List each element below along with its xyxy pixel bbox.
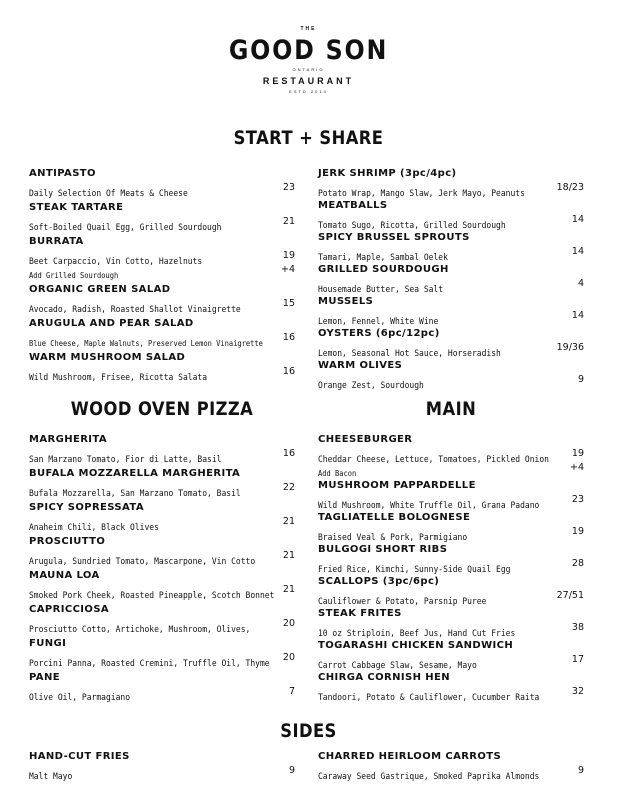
menu-item-description: Beet Carpaccio, Vin Cotto, Hazelnuts [29, 257, 203, 267]
menu-item-line [29, 685, 295, 703]
menu-item-name: BUFALA MOZZARELLA MARGHERITA [29, 468, 241, 479]
menu-item-line [318, 589, 584, 607]
menu-item-price: 18/23 [556, 182, 584, 193]
menu-item-price: 20 [282, 618, 295, 629]
menu-item-line [318, 525, 584, 543]
menu-item-name: MEATBALLS [318, 200, 388, 211]
menu-item-description: Tomato Sugo, Ricotta, Grilled Sourdough [318, 221, 506, 231]
menu-item-line [29, 515, 295, 533]
menu-item-name: PROSCIUTTO [29, 536, 106, 547]
menu-item-price: 22 [282, 482, 295, 493]
menu-item-price: 14 [571, 246, 584, 257]
menu-item-line [318, 653, 584, 671]
menu-item [29, 235, 295, 280]
menu-item-price: 23 [571, 494, 584, 505]
menu-item-line [318, 621, 584, 639]
menu-item-description: Housemade Butter, Sea Salt [318, 285, 444, 295]
menu-item-name: ANTIPASTO [29, 168, 96, 179]
menu-item [318, 231, 584, 263]
menu-item-line [318, 493, 584, 511]
menu-item-description: Smoked Pork Cheek, Roasted Pineapple, Scotch Bonnet [29, 591, 275, 601]
menu-item-name: MAUNA LOA [29, 570, 100, 581]
menu-item-line [29, 297, 295, 315]
menu-item-line [29, 249, 295, 267]
menu-item-price: 23 [282, 182, 295, 193]
menu-item-name: SPICY BRUSSEL SPROUTS [318, 232, 470, 243]
menu-item-description: Arugula, Sundried Tomato, Mascarpone, Vin Cotto [29, 557, 256, 567]
menu-item-description: Malt Mayo [29, 772, 73, 782]
menu-item [29, 603, 295, 635]
menu-item-description: Cheddar Cheese, Lettuce, Tomatoes, Pickled Onion [318, 455, 549, 465]
start-share-right-column [318, 167, 584, 391]
menu-item-line [318, 309, 584, 327]
menu-item-price: 19/36 [556, 342, 584, 353]
menu-item [29, 569, 295, 601]
menu-item-name: MUSHROOM PAPPARDELLE [318, 480, 476, 491]
menu-item-name: PANE [29, 672, 60, 683]
menu-item [29, 167, 295, 199]
menu-item-line [29, 549, 295, 567]
menu-item-name: FUNGI [29, 638, 67, 649]
section-title-wood-oven-pizza: WOOD OVEN PIZZA [70, 398, 254, 420]
menu-item-name: TAGLIATELLE BOLOGNESE [318, 512, 471, 523]
menu-item-description: Prosciutto Cotto, Artichoke, Mushroom, Olives, [29, 625, 251, 635]
menu-item-line [318, 373, 584, 391]
menu-item-name: SPICY SOPRESSATA [29, 502, 144, 513]
menu-item-line [29, 181, 295, 199]
menu-item-price: 28 [571, 558, 584, 569]
menu-item-price: 17 [571, 654, 584, 665]
menu-item [318, 750, 584, 782]
menu-item [29, 535, 295, 567]
menu-item-description: Wild Mushroom, White Truffle Oil, Grana Padano [318, 501, 540, 511]
menu-item-description: Wild Mushroom, Frisee, Ricotta Salata [29, 373, 208, 383]
menu-item-description: Braised Veal & Pork, Parmigiano [318, 533, 468, 543]
menu-item [318, 479, 584, 511]
menu-item-price: 21 [282, 584, 295, 595]
menu-item-description: Olive Oil, Parmagiano [29, 693, 131, 703]
menu-item [29, 283, 295, 315]
menu-item-description: Bufala Mozzarella, San Marzano Tomato, Basil [29, 489, 241, 499]
menu-item-line [318, 447, 584, 465]
menu-item-price: 7 [288, 686, 295, 697]
menu-item-price: 9 [577, 374, 584, 385]
menu-item-name: JERK SHRIMP (3pc/4pc) [318, 168, 457, 179]
menu-item [318, 167, 584, 199]
menu-item-name: CHEESEBURGER [318, 434, 413, 445]
logo-established: ESTD 2014 [289, 89, 328, 94]
logo-region: ONTARIO [292, 67, 325, 72]
menu-item-line [29, 583, 295, 601]
main-column [318, 433, 584, 703]
menu-item-name: OYSTERS (6pc/12pc) [318, 328, 440, 339]
menu-item-price: 27/51 [556, 590, 584, 601]
menu-item [29, 467, 295, 499]
menu-item [318, 575, 584, 607]
menu-item [29, 351, 295, 383]
menu-item-line [318, 764, 584, 782]
menu-item-line [29, 764, 295, 782]
menu-item-price: 21 [282, 516, 295, 527]
menu-item [29, 671, 295, 703]
menu-item-name: CHIRGA CORNISH HEN [318, 672, 451, 683]
menu-item-name: BULGOGI SHORT RIBS [318, 544, 448, 555]
menu-item-name: TOGARASHI CHICKEN SANDWICH [318, 640, 514, 651]
menu-item-name: CAPRICCIOSA [29, 604, 110, 615]
menu-item-price: 19 [282, 250, 295, 261]
menu-item-price: +4 [569, 462, 584, 473]
menu-item [29, 750, 295, 782]
sides-right-column [318, 750, 584, 782]
menu-item-description: San Marzano Tomato, Fior di Latte, Basil [29, 455, 222, 465]
menu-item-description: Avocado, Radish, Roasted Shallot Vinaigrette [29, 305, 241, 315]
menu-item-price: 14 [571, 214, 584, 225]
menu-item-price: 21 [282, 216, 295, 227]
menu-item-price: 16 [282, 448, 295, 459]
menu-item [29, 433, 295, 465]
menu-item-line [29, 331, 295, 348]
menu-item-line [29, 215, 295, 233]
menu-item-line [318, 181, 584, 199]
menu-item-description: Blue Cheese, Maple Walnuts, Preserved Lemon Vinaigrette [29, 339, 263, 348]
menu-item [318, 433, 584, 478]
section-title-sides: SIDES [280, 720, 337, 742]
menu-item [318, 639, 584, 671]
menu-item-description: Potato Wrap, Mango Slaw, Jerk Mayo, Peanuts [318, 189, 525, 199]
menu-item-description: Soft-Boiled Quail Egg, Grilled Sourdough [29, 223, 222, 233]
menu-item-name: HAND-CUT FRIES [29, 751, 130, 762]
menu-item [318, 671, 584, 703]
menu-item-line [318, 277, 584, 295]
menu-item-name: WARM MUSHROOM SALAD [29, 352, 186, 363]
menu-item-line [29, 365, 295, 383]
menu-item-price: 32 [571, 686, 584, 697]
menu-item-description: Lemon, Fennel, White Wine [318, 317, 439, 327]
menu-item-description: Carrot Cabbage Slaw, Sesame, Mayo [318, 661, 477, 671]
menu-item-name: MARGHERITA [29, 434, 108, 445]
menu-item-description: Porcini Panna, Roasted Cremini, Truffle Oil, Thyme [29, 659, 270, 669]
menu-item-name: STEAK TARTARE [29, 202, 124, 213]
menu-item-description: Tamari, Maple, Sambal Oelek [318, 253, 448, 263]
menu-item-price: 16 [282, 332, 295, 343]
menu-item-line [29, 481, 295, 499]
menu-item-name: MUSSELS [318, 296, 374, 307]
menu-item-price: 9 [577, 765, 584, 776]
menu-item [318, 359, 584, 391]
menu-item-line [318, 461, 584, 478]
menu-item [318, 327, 584, 359]
menu-item [318, 199, 584, 231]
menu-item-price: 4 [577, 278, 584, 289]
menu-item-price: 16 [282, 366, 295, 377]
menu-item-description: Caraway Seed Gastrique, Smoked Paprika Almonds [318, 772, 540, 782]
sides-left-column [29, 750, 295, 782]
menu-item [29, 317, 295, 348]
restaurant-logo [0, 26, 617, 94]
menu-item-name: BURRATA [29, 236, 84, 247]
menu-item-line [318, 245, 584, 263]
menu-item-price: 38 [571, 622, 584, 633]
menu-item [29, 501, 295, 533]
menu-item-description: 10 oz Striploin, Beef Jus, Hand Cut Fries [318, 629, 516, 639]
menu-item-name: ORGANIC GREEN SALAD [29, 284, 171, 295]
menu-item [29, 637, 295, 669]
menu-item-price: 14 [571, 310, 584, 321]
menu-item-line [29, 617, 295, 635]
menu-item-name: GRILLED SOURDOUGH [318, 264, 449, 275]
menu-item [318, 511, 584, 543]
logo-restaurant: RESTAURANT [262, 76, 355, 86]
menu-item-description: Orange Zest, Sourdough [318, 381, 424, 391]
menu-item-price: 21 [282, 550, 295, 561]
menu-item-name: SCALLOPS (3pc/6pc) [318, 576, 440, 587]
start-share-left-column [29, 167, 295, 385]
menu-item-price: 9 [288, 765, 295, 776]
menu-item-line [318, 685, 584, 703]
menu-item [318, 263, 584, 295]
menu-item-description: Add Bacon [318, 469, 357, 478]
menu-item-name: ARUGULA AND PEAR SALAD [29, 318, 194, 329]
menu-item [29, 201, 295, 233]
menu-item-line [318, 557, 584, 575]
menu-item-line [29, 263, 295, 280]
menu-item-price: 19 [571, 526, 584, 537]
menu-item-description: Lemon, Seasonal Hot Sauce, Horseradish [318, 349, 501, 359]
pizza-column [29, 433, 295, 705]
section-title-start-share: START + SHARE [233, 127, 384, 149]
menu-item [318, 607, 584, 639]
menu-item-description: Add Grilled Sourdough [29, 271, 119, 280]
menu-item-price: 20 [282, 652, 295, 663]
menu-item-name: STEAK FRITES [318, 608, 402, 619]
logo-the: THE [300, 26, 317, 32]
menu-item-description: Tandoori, Potato & Cauliflower, Cucumber Raita [318, 693, 540, 703]
menu-item-line [318, 341, 584, 359]
menu-item-name: CHARRED HEIRLOOM CARROTS [318, 751, 502, 762]
menu-item-price: +4 [280, 264, 295, 275]
menu-item-description: Anaheim Chili, Black Olives [29, 523, 159, 533]
logo-name: GOOD SON [228, 35, 389, 66]
menu-item-name: WARM OLIVES [318, 360, 403, 371]
menu-item-description: Daily Selection Of Meats & Cheese [29, 189, 188, 199]
menu-item-description: Fried Rice, Kimchi, Sunny-Side Quail Egg [318, 565, 511, 575]
menu-item-price: 19 [571, 448, 584, 459]
menu-item [318, 295, 584, 327]
menu-item [318, 543, 584, 575]
section-title-main: MAIN [425, 398, 477, 420]
menu-item-description: Cauliflower & Potato, Parsnip Puree [318, 597, 487, 607]
menu-item-line [29, 651, 295, 669]
menu-item-line [29, 447, 295, 465]
menu-item-price: 15 [282, 298, 295, 309]
menu-item-line [318, 213, 584, 231]
